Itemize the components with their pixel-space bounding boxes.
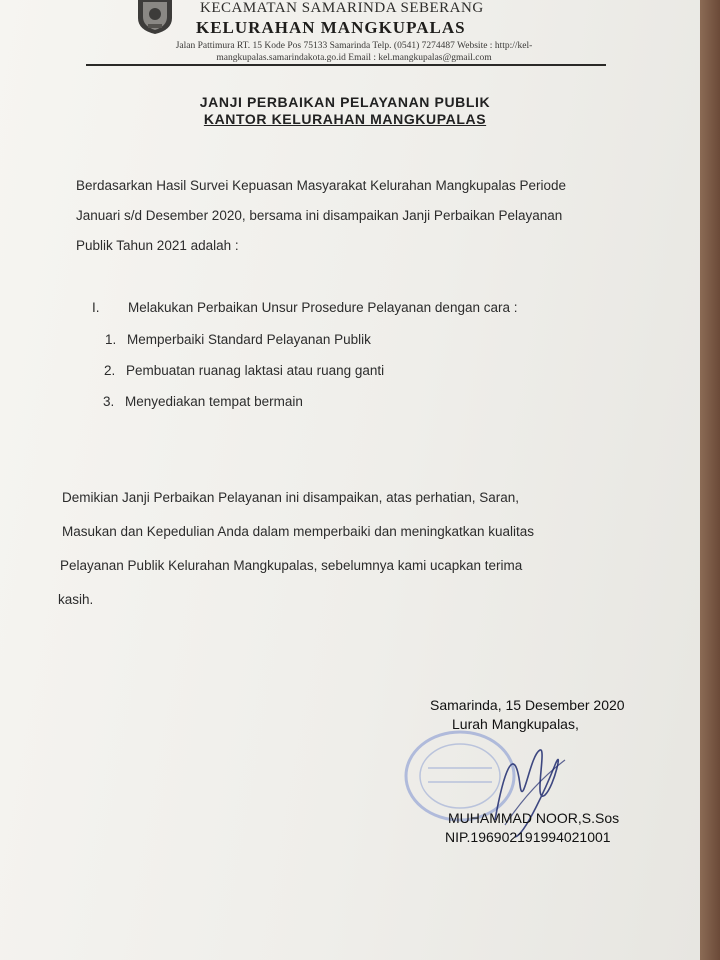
list-item: Menyediakan tempat bermain xyxy=(125,394,303,409)
closing-line: kasih. xyxy=(58,592,94,607)
intro-line: Berdasarkan Hasil Survei Kepuasan Masyarakat Kelurahan Mangkupalas Periode xyxy=(76,178,567,193)
intro-line: Publik Tahun 2021 adalah : xyxy=(76,238,239,253)
letterhead-address xyxy=(134,40,574,64)
signatory-nip: NIP.196902191994021001 xyxy=(445,829,611,845)
letterhead-address-line: mangkupalas.samarindakota.go.id Email : kel.mangkupalas@gmail.com xyxy=(216,53,492,63)
document-title: JANJI PERBAIKAN PELAYANAN PUBLIK xyxy=(199,94,491,110)
section-number: I. xyxy=(92,300,100,315)
closing-line: Pelayanan Publik Kelurahan Mangkupalas, sebelumnya kami ucapkan terima xyxy=(60,558,523,573)
letterhead-address-line: Jalan Pattimura RT. 15 Kode Pos 75133 Samarinda Telp. (0541) 7274487 Website : http://kel- xyxy=(175,41,533,51)
section-heading: Melakukan Perbaikan Unsur Prosedure Pelayanan dengan cara : xyxy=(128,300,518,315)
closing-line: Demikian Janji Perbaikan Pelayanan ini disampaikan, atas perhatian, Saran, xyxy=(62,490,520,505)
list-item: Pembuatan ruanag laktasi atau ruang ganti xyxy=(126,363,385,378)
signature-place-date: Samarinda, 15 Desember 2020 xyxy=(430,697,625,713)
letterhead-office: KELURAHAN MANGKUPALAS xyxy=(196,18,466,37)
letterhead-district: KECAMATAN SAMARINDA SEBERANG xyxy=(200,0,484,16)
signatory-name: MUHAMMAD NOOR,S.Sos xyxy=(448,810,620,826)
letterhead-divider xyxy=(86,64,606,66)
closing-line: Masukan dan Kepedulian Anda dalam memperbaiki dan meningkatkan kualitas xyxy=(62,524,535,539)
document-subtitle: KANTOR KELURAHAN MANGKUPALAS xyxy=(203,111,487,127)
list-item-number: 3. xyxy=(103,394,115,409)
list-item: Memperbaiki Standard Pelayanan Publik xyxy=(127,332,371,347)
regency-emblem-icon xyxy=(134,0,176,34)
list-item-number: 1. xyxy=(105,332,117,347)
signature-position: Lurah Mangkupalas, xyxy=(452,716,579,732)
list-item-number: 2. xyxy=(104,363,116,378)
intro-line: Januari s/d Desember 2020, bersama ini disampaikan Janji Perbaikan Pelayanan xyxy=(76,208,563,223)
handwritten-signature-icon xyxy=(485,725,575,845)
desk-background xyxy=(700,0,720,960)
